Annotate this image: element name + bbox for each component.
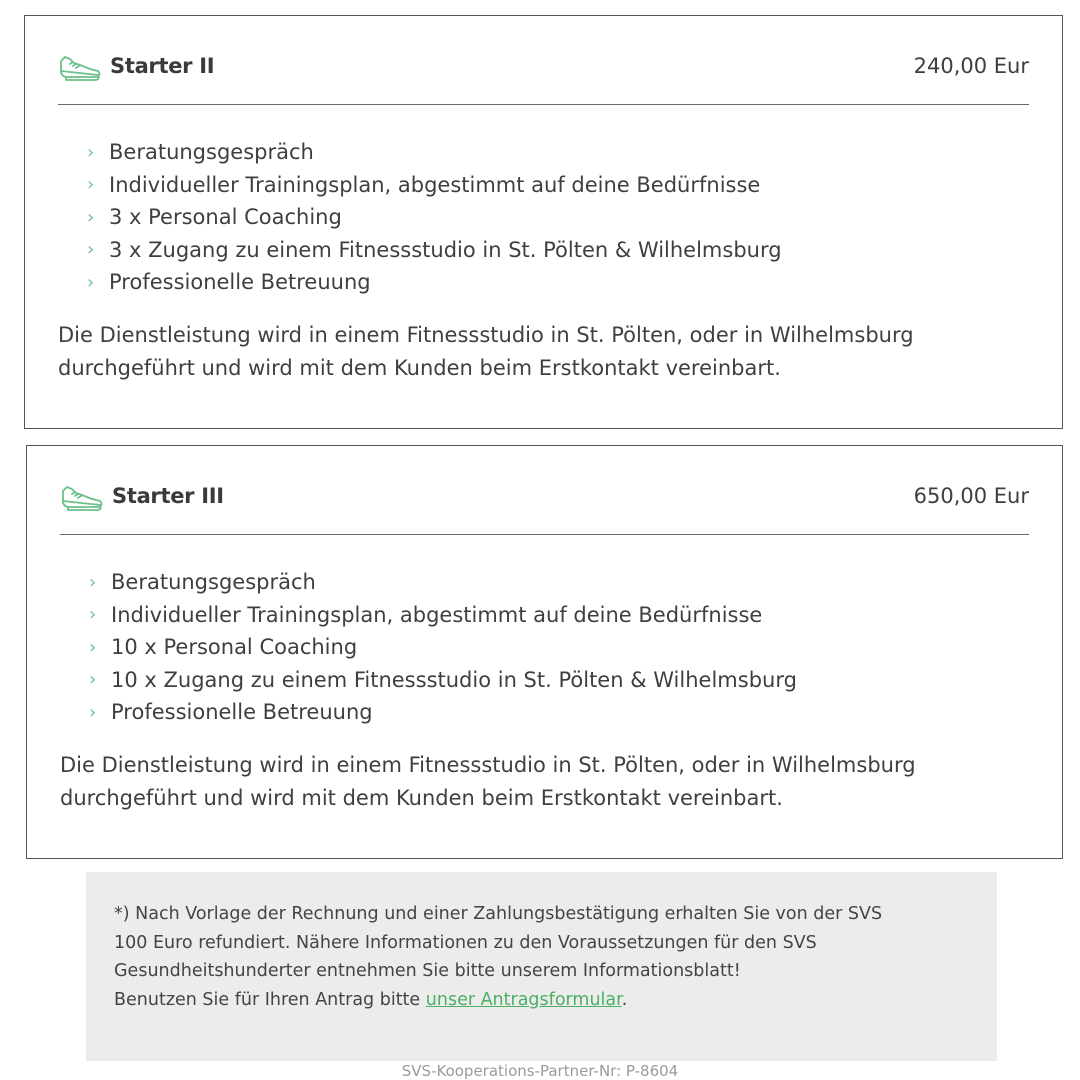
- chevron-right-icon: ›: [87, 239, 95, 261]
- divider: [58, 104, 1029, 105]
- chevron-right-icon: ›: [89, 571, 97, 593]
- list-item: › Beratungsgespräch: [89, 570, 316, 595]
- chevron-right-icon: ›: [89, 636, 97, 658]
- chevron-right-icon: ›: [89, 669, 97, 691]
- package-price: 650,00 Eur: [913, 484, 1029, 508]
- application-form-link[interactable]: unser Antragsformular: [425, 989, 622, 1010]
- chevron-right-icon: ›: [89, 701, 97, 723]
- svs-info-box: [86, 872, 997, 1061]
- package-description: Die Dienstleistung wird in einem Fitnessstudio in St. Pölten, oder in Wilhelmsburg durchgeführt und wird mit dem Kunden beim Erstkontakt vereinbart.: [60, 753, 916, 810]
- list-item: › Professionelle Betreuung: [87, 270, 371, 295]
- list-item: › Individueller Trainingsplan, abgestimmt auf deine Bedürfnisse: [87, 172, 761, 197]
- package-header: [58, 46, 1029, 86]
- list-item: › Individueller Trainingsplan, abgestimmt auf deine Bedürfnisse: [89, 602, 763, 627]
- package-header: [60, 476, 1029, 516]
- list-item: › 10 x Zugang zu einem Fitnessstudio in St. Pölten & Wilhelmsburg: [89, 667, 797, 692]
- chevron-right-icon: ›: [87, 141, 95, 163]
- package-card-starter-iii: [26, 445, 1063, 859]
- package-price: 240,00 Eur: [913, 54, 1029, 78]
- feature-list: [89, 566, 797, 729]
- list-item: › 3 x Zugang zu einem Fitnessstudio in St. Pölten & Wilhelmsburg: [87, 237, 782, 262]
- package-title: Starter III: [112, 484, 224, 508]
- package-title: Starter II: [110, 54, 215, 78]
- info-text: *) Nach Vorlage der Rechnung und einer Zahlungsbestätigung erhalten Sie von der SVS 100 Euro refundiert. Nähere Informationen zu den Voraussetzungen für den SVS Gesundheitshunderter entnehmen Sie bitte unserem Informationsblatt! Benutzen Sie für Ihren Antrag bitte unser Antragsformular.: [114, 904, 883, 1010]
- sneaker-icon: [58, 49, 102, 83]
- list-item: › 10 x Personal Coaching: [89, 635, 358, 660]
- chevron-right-icon: ›: [87, 206, 95, 228]
- feature-list: [87, 136, 782, 299]
- package-description: Die Dienstleistung wird in einem Fitnessstudio in St. Pölten, oder in Wilhelmsburg durchgeführt und wird mit dem Kunden beim Erstkontakt vereinbart.: [58, 323, 914, 380]
- sneaker-icon: [60, 479, 104, 513]
- package-card-starter-ii: [24, 15, 1063, 429]
- chevron-right-icon: ›: [89, 604, 97, 626]
- chevron-right-icon: ›: [87, 174, 95, 196]
- partner-number: SVS-Kooperations-Partner-Nr: P-8604: [401, 1062, 679, 1080]
- list-item: › Professionelle Betreuung: [89, 700, 373, 725]
- list-item: › 3 x Personal Coaching: [87, 205, 342, 230]
- chevron-right-icon: ›: [87, 271, 95, 293]
- divider: [60, 534, 1029, 535]
- list-item: › Beratungsgespräch: [87, 140, 314, 165]
